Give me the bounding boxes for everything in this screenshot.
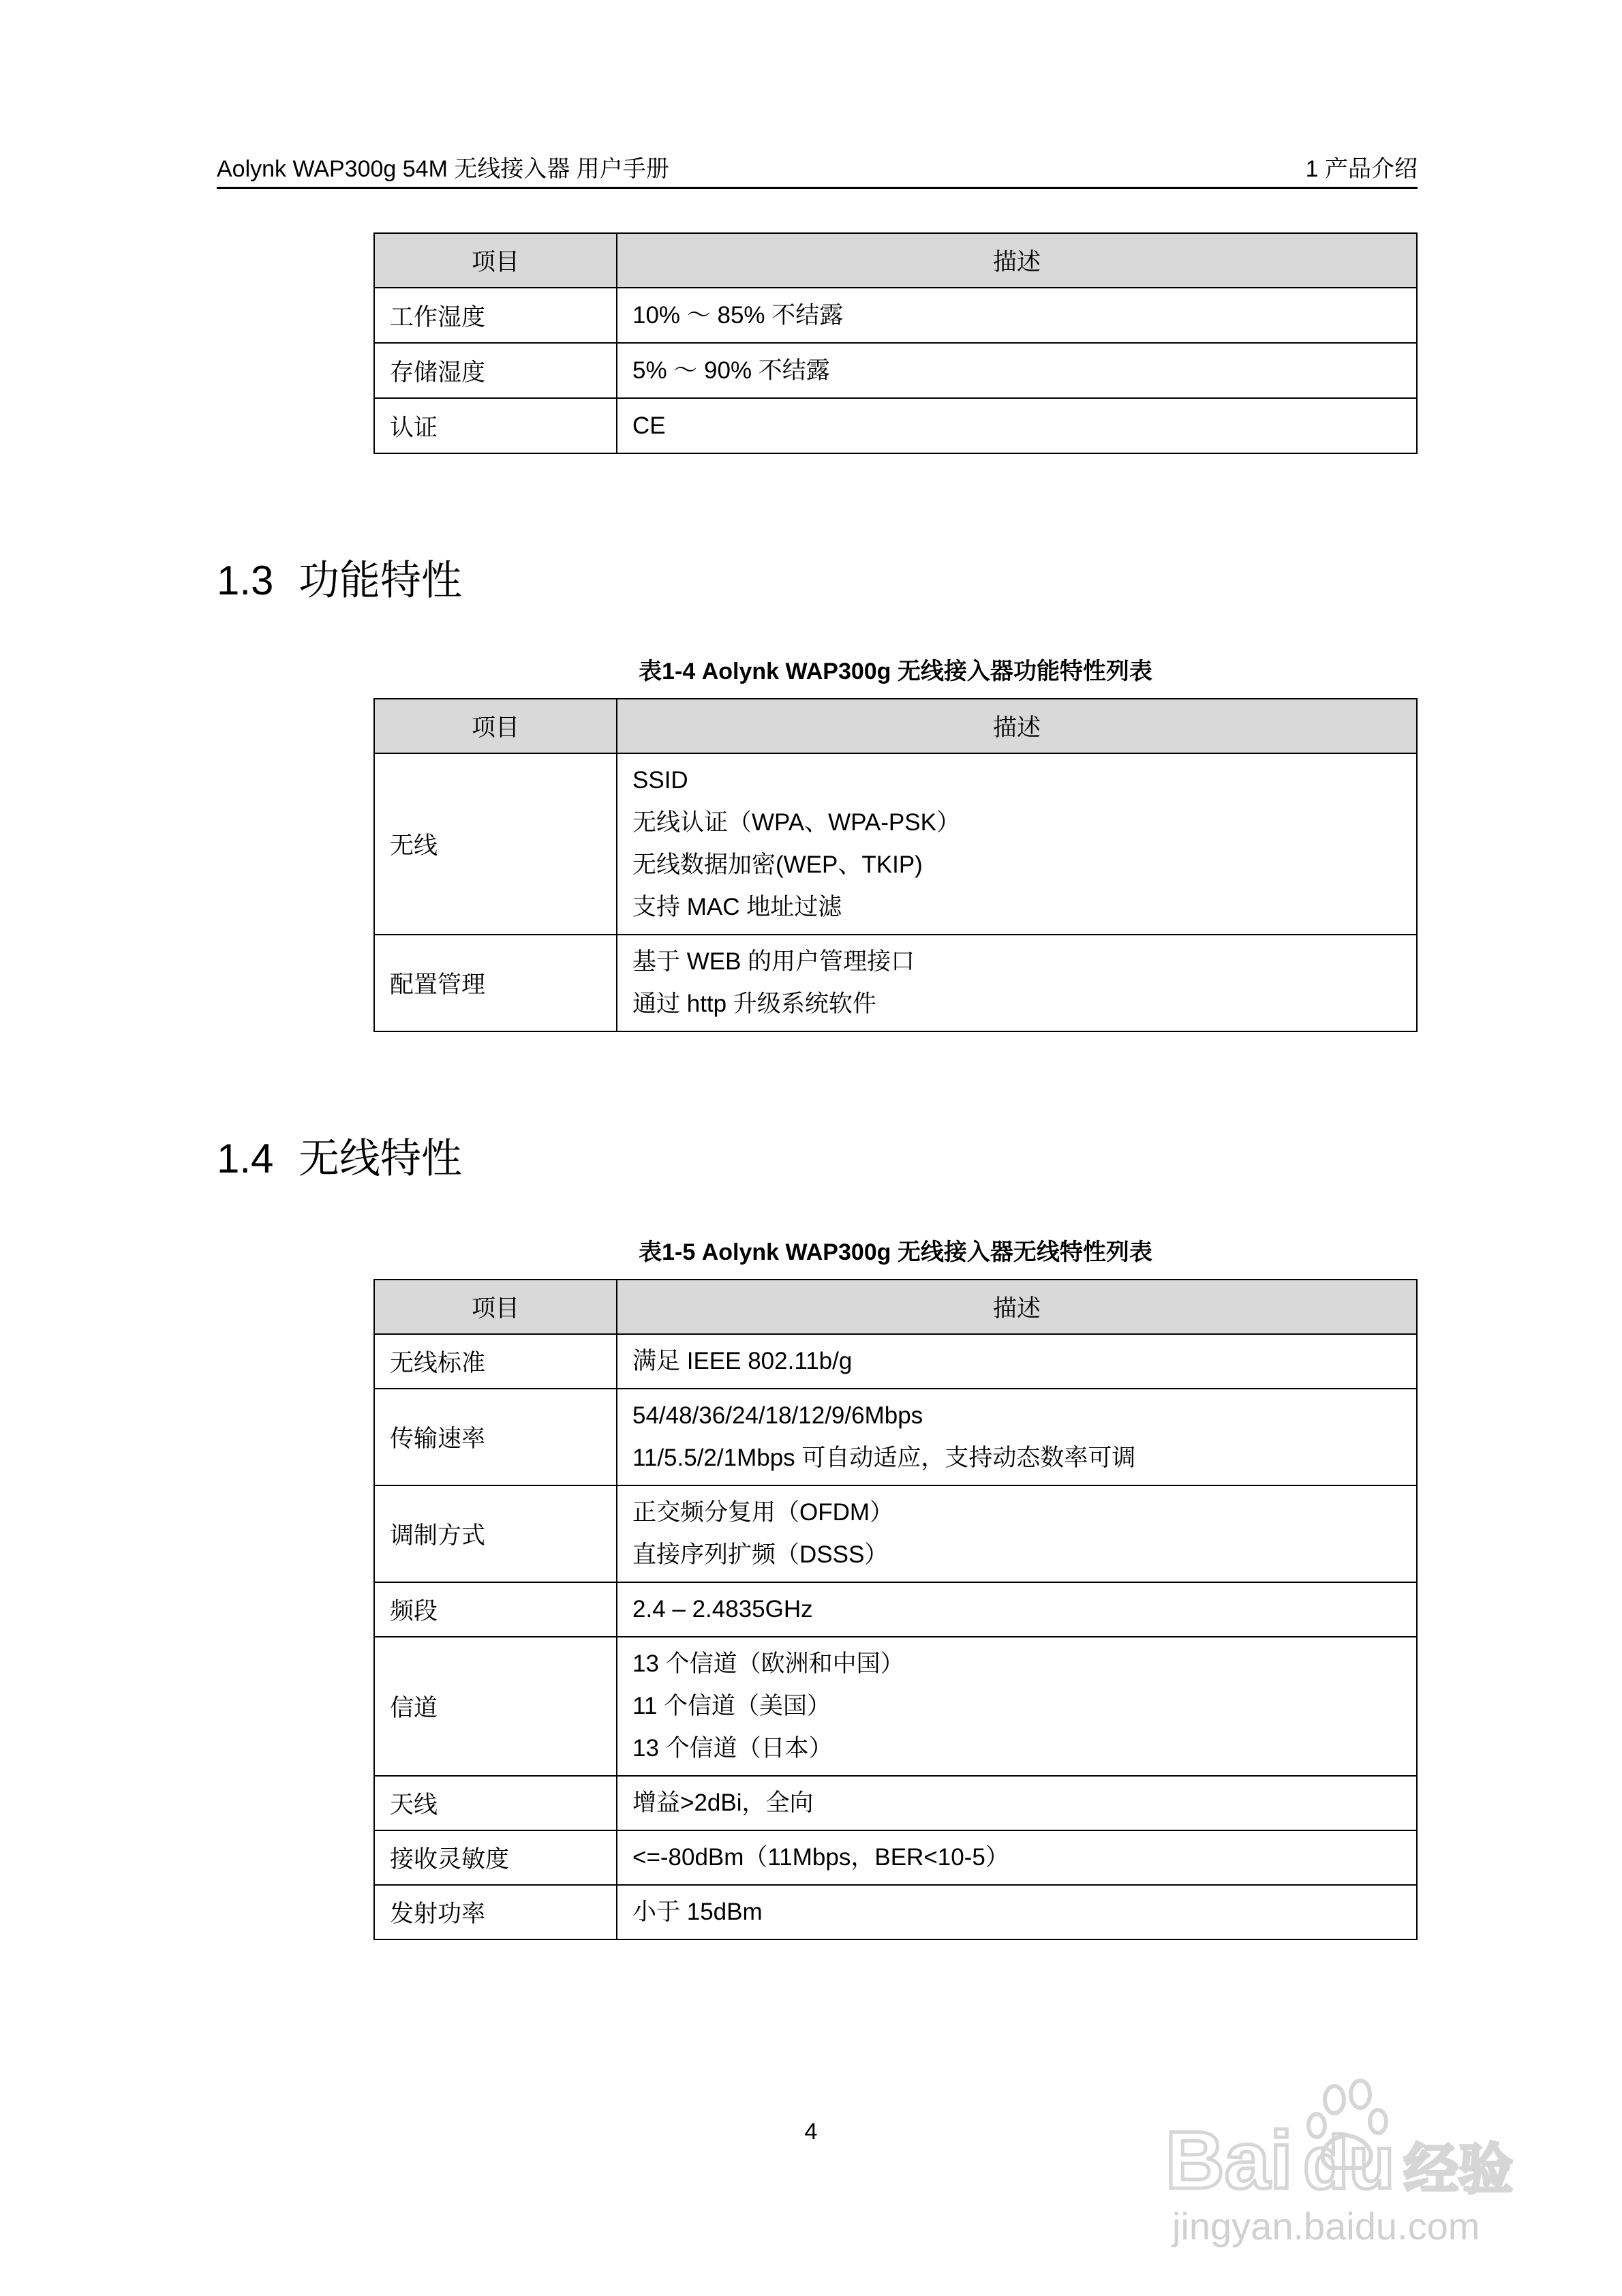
row-description <box>617 398 1417 453</box>
table-row <box>374 343 1417 398</box>
row-item: 配置管理 <box>374 935 617 1031</box>
description-line: 正交频分复用（OFDM） <box>632 1499 894 1526</box>
description-line: 小于 15dBm <box>632 1899 763 1925</box>
description-line: 直接序列扩频（DSSS） <box>632 1541 889 1568</box>
table-row <box>374 753 1417 935</box>
row-item: 调制方式 <box>374 1485 617 1582</box>
description-line: 通过 http 升级系统软件 <box>632 991 876 1017</box>
description-line: 增益>2dBi，全向 <box>632 1789 814 1816</box>
description-line: 2.4 – 2.4835GHz <box>632 1596 813 1622</box>
row-item: 工作湿度 <box>374 288 617 343</box>
description-line: 支持 MAC 地址过滤 <box>632 894 842 920</box>
row-description <box>617 935 1417 1031</box>
table-header-row <box>374 1280 1417 1334</box>
description-line: 基于 WEB 的用户管理接口 <box>632 948 915 975</box>
section-heading-1-4 <box>217 1132 462 1186</box>
table-row <box>374 398 1417 453</box>
table-row <box>374 1830 1417 1885</box>
row-item: 信道 <box>374 1637 617 1776</box>
description-line: 5% ～ 90% 不结露 <box>632 357 830 384</box>
row-description <box>617 343 1417 398</box>
row-item: 发射功率 <box>374 1885 617 1939</box>
description-line: 11/5.5/2/1Mbps 可自动适应，支持动态数率可调 <box>632 1445 1136 1471</box>
column-header-description: 描述 <box>617 233 1417 288</box>
table-caption-1-4: 表1-4 Aolynk WAP300g 无线接入器功能特性列表 <box>639 659 1152 684</box>
row-description <box>617 1485 1417 1582</box>
row-item: 无线标准 <box>374 1334 617 1389</box>
table-header-row <box>374 233 1417 288</box>
row-description <box>617 1637 1417 1776</box>
table-row <box>374 1485 1417 1582</box>
table-caption-1-5: 表1-5 Aolynk WAP300g 无线接入器无线特性列表 <box>639 1239 1152 1265</box>
description-line: CE <box>632 412 666 439</box>
section-title: 功能特性 <box>299 558 462 603</box>
table-row <box>374 1334 1417 1389</box>
row-item: 无线 <box>374 753 617 935</box>
row-description <box>617 1885 1417 1939</box>
row-description <box>617 753 1417 935</box>
row-item: 传输速率 <box>374 1389 617 1485</box>
running-header <box>217 151 1418 189</box>
description-line: SSID <box>632 767 688 794</box>
description-line: 54/48/36/24/18/12/9/6Mbps <box>632 1402 923 1429</box>
row-description <box>617 288 1417 343</box>
row-item: 认证 <box>374 398 617 453</box>
table-row <box>374 1582 1417 1637</box>
section-number: 1.4 <box>217 1136 274 1181</box>
baidu-jingyan-watermark-logo <box>1152 2072 1533 2256</box>
column-header-item: 项目 <box>374 233 617 288</box>
row-description <box>617 1830 1417 1885</box>
wireless-feature-table <box>373 1279 1418 1940</box>
description-line: <=-80dBm（11Mbps，BER<10-5） <box>632 1844 1009 1871</box>
section-title: 无线特性 <box>299 1136 462 1181</box>
row-item: 接收灵敏度 <box>374 1830 617 1885</box>
table-header-row <box>374 699 1417 753</box>
table-row <box>374 288 1417 343</box>
watermark-logo-text: Bai <box>1165 2115 1293 2206</box>
description-line: 10% ～ 85% 不结露 <box>632 301 844 329</box>
page-number: 4 <box>804 2119 818 2145</box>
function-feature-table <box>373 698 1418 1032</box>
watermark-url: jingyan.baidu.com <box>1172 2205 1480 2248</box>
row-item: 天线 <box>374 1776 617 1830</box>
env-spec-table <box>373 232 1418 454</box>
column-header-item: 项目 <box>374 699 617 753</box>
table-row <box>374 1776 1417 1830</box>
svg-text:经验: 经验 <box>1404 2138 1513 2201</box>
column-header-item: 项目 <box>374 1280 617 1334</box>
table-row <box>374 1637 1417 1776</box>
table-row <box>374 935 1417 1031</box>
header-document-title: Aolynk WAP300g 54M 无线接入器 用户手册 <box>217 156 669 182</box>
column-header-description: 描述 <box>617 699 1417 753</box>
row-description <box>617 1389 1417 1485</box>
header-chapter-title: 1 产品介绍 <box>1305 156 1418 182</box>
description-line: 13 个信道（日本） <box>632 1735 833 1762</box>
section-number: 1.3 <box>217 558 274 603</box>
description-line: 13 个信道（欧洲和中国） <box>632 1650 904 1677</box>
svg-text:du: du <box>1303 2121 1395 2205</box>
row-description <box>617 1334 1417 1389</box>
row-item: 存储湿度 <box>374 343 617 398</box>
description-line: 满足 IEEE 802.11b/g <box>632 1348 853 1374</box>
section-heading-1-3 <box>217 554 462 608</box>
description-line: 无线认证（WPA、WPA-PSK） <box>632 809 960 836</box>
description-line: 11 个信道（美国） <box>632 1693 831 1719</box>
description-line: 无线数据加密(WEP、TKIP) <box>632 851 923 878</box>
row-description <box>617 1776 1417 1830</box>
table-row <box>374 1885 1417 1939</box>
table-row <box>374 1389 1417 1485</box>
row-item: 频段 <box>374 1582 617 1637</box>
row-description <box>617 1582 1417 1637</box>
column-header-description: 描述 <box>617 1280 1417 1334</box>
